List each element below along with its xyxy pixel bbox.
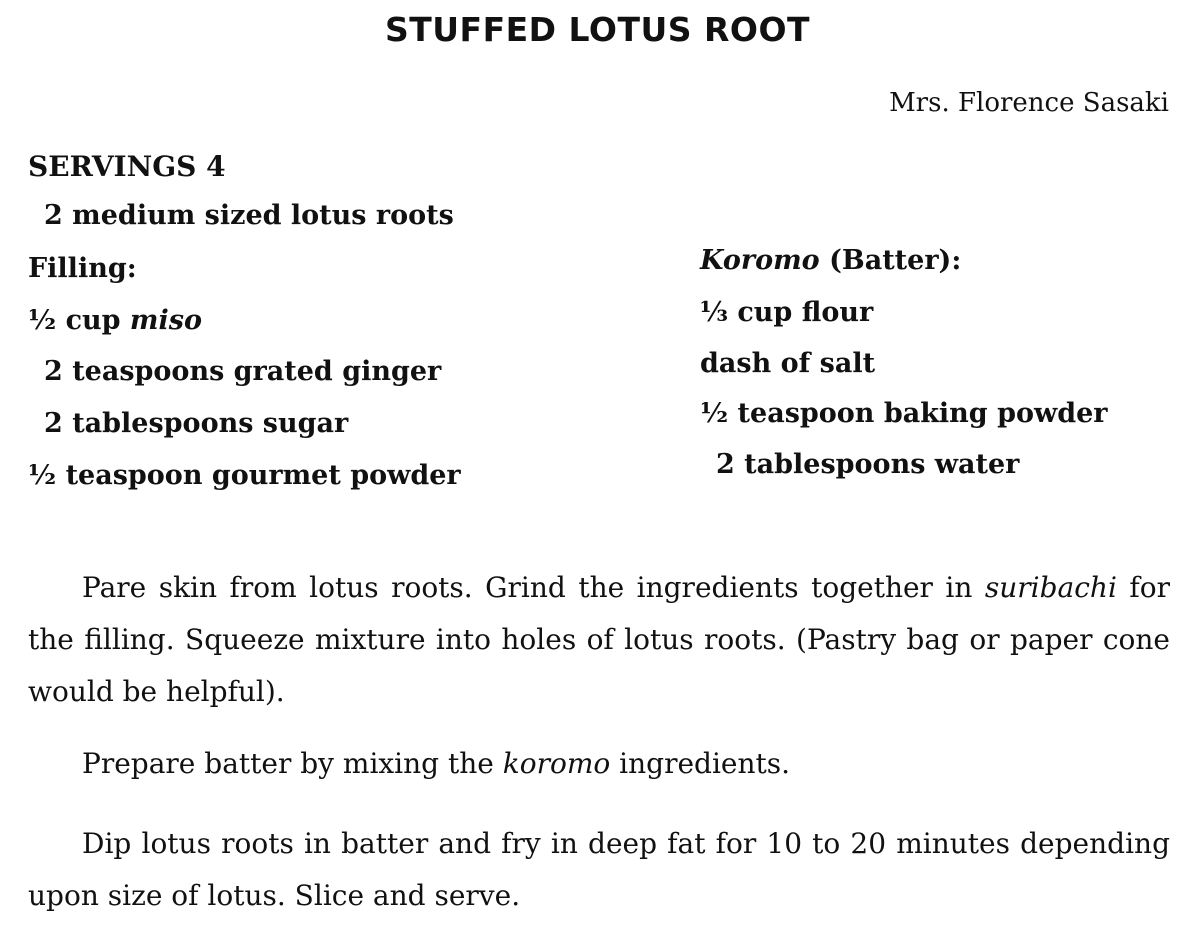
filling-item-text: teaspoon gourmet powder [56,460,461,491]
filling-item-amount: 2 [44,408,63,439]
recipe-author: Mrs. Florence Sasaki [889,88,1169,118]
filling-item-text: teaspoons grated ginger [62,356,442,387]
filling-item-text: tablespoons sugar [62,408,349,439]
batter-item-2: dash of salt [700,348,876,379]
batter-item-1: ⅓ cup flour [700,297,874,328]
instruction-text: ingredients. [610,747,791,780]
main-ingredient: 2 medium sized lotus roots [44,200,454,231]
instruction-text: Prepare batter by mixing the [82,747,503,780]
instruction-paragraph-3: Dip lotus roots in batter and fry in deep fat for 10 to 20 minutes depending upon size of lotus. Slice and serve. [28,827,1170,912]
instruction-italic: suribachi [984,571,1117,604]
filling-item-1 [28,305,202,336]
instruction-paragraph-2 [28,738,1170,790]
filling-item-italic: miso [129,305,202,336]
filling-item-3 [28,408,348,439]
recipe-title: STUFFED LOTUS ROOT [384,10,811,49]
instruction-text: for the filling. Squeeze mixture into holes of lotus roots. (Pastry bag or paper cone would be helpful). [28,571,1171,708]
batter-item-3: ½ teaspoon baking powder [700,398,1108,429]
filling-heading: Filling: [28,253,137,284]
batter-heading [700,245,961,276]
filling-item-amount: 2 [44,356,63,387]
servings-label: SERVINGS 4 [28,150,226,183]
filling-item-text: cup [56,305,130,336]
instruction-italic: koromo [502,747,611,780]
instruction-paragraph-1 [28,562,1170,718]
filling-item-amount: ½ [28,460,57,491]
batter-heading-text: (Batter): [819,245,962,276]
filling-item-amount: ½ [28,305,57,336]
filling-item-4 [28,460,461,491]
instruction-text: Pare skin from lotus roots. Grind the ingredients together in [82,571,985,604]
batter-item-4: 2 tablespoons water [716,449,1020,480]
filling-item-2 [28,356,441,387]
batter-heading-italic: Koromo [700,245,820,276]
